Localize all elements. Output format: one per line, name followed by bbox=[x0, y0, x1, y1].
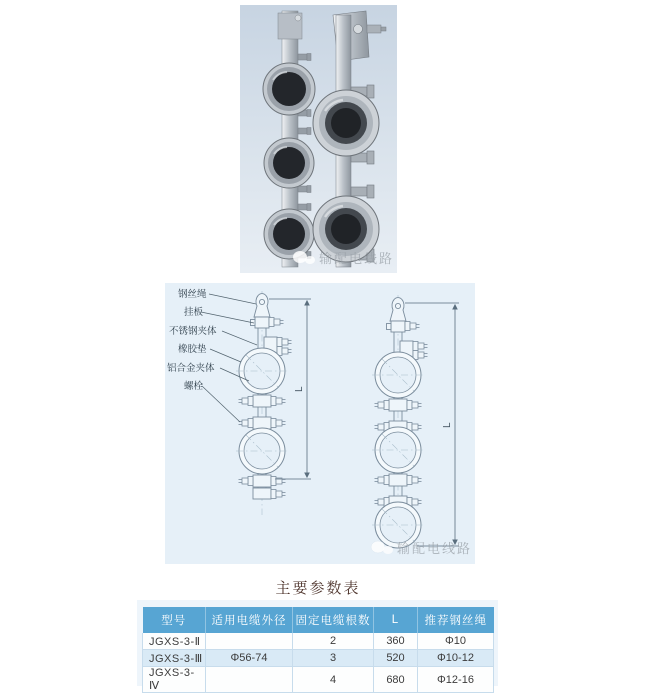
cell-length: 360 bbox=[374, 633, 418, 650]
part-label-bolt: 螺栓 bbox=[184, 381, 204, 392]
cell-diameter bbox=[206, 667, 293, 693]
hanging-plate bbox=[255, 317, 269, 328]
diagram-figure-double-clamp bbox=[236, 291, 311, 515]
cell-count: 3 bbox=[293, 650, 374, 667]
part-label-aluminum-clamp-body: 铝合金夹体 bbox=[167, 363, 215, 374]
part-label-rubber-pad: 橡胶垫 bbox=[178, 344, 207, 355]
technical-diagram bbox=[165, 283, 475, 564]
part-label-wire-rope: 钢丝绳 bbox=[178, 289, 207, 300]
diagram-image bbox=[165, 283, 475, 564]
header-cable-outer-diameter: 适用电缆外径 bbox=[206, 607, 293, 633]
header-recommended-wire-rope: 推荐钢丝绳 bbox=[418, 607, 494, 633]
product-photo bbox=[240, 5, 397, 273]
watermark-logo-icon bbox=[371, 541, 385, 553]
header-model: 型号 bbox=[143, 607, 206, 633]
product-photo-image bbox=[240, 5, 397, 273]
cell-rope: Φ10 bbox=[418, 633, 494, 650]
table-header-row bbox=[143, 607, 494, 633]
cell-count: 2 bbox=[293, 633, 374, 650]
header-cable-count: 固定电缆根数 bbox=[293, 607, 374, 633]
cell-length: 520 bbox=[374, 650, 418, 667]
header-length: L bbox=[374, 607, 418, 633]
hook-shackle bbox=[390, 298, 406, 321]
watermark-text: 输配电线路 bbox=[319, 251, 395, 266]
part-label-hanging-plate: 挂板 bbox=[184, 307, 204, 318]
table-row bbox=[143, 667, 494, 693]
cell-diameter bbox=[206, 633, 293, 650]
part-label-stainless-clamp-body: 不锈钢夹体 bbox=[169, 326, 217, 337]
cell-count: 4 bbox=[293, 667, 374, 693]
table-row bbox=[143, 633, 494, 650]
cell-model: JGXS-3-Ⅳ bbox=[143, 667, 206, 693]
dimension-label: L bbox=[294, 386, 305, 392]
diagram-figure-triple-clamp bbox=[372, 295, 459, 555]
cell-length: 680 bbox=[374, 667, 418, 693]
params-table bbox=[142, 607, 494, 693]
clamp-ring bbox=[372, 427, 424, 473]
hook-shackle bbox=[254, 294, 270, 317]
left-clamp-rings bbox=[263, 63, 315, 259]
watermark-logo-icon bbox=[293, 251, 307, 263]
params-table-panel bbox=[137, 600, 498, 692]
clamp-ring bbox=[236, 428, 288, 474]
watermark-text: 输配电线路 bbox=[397, 541, 473, 556]
cell-rope: Φ12-16 bbox=[418, 667, 494, 693]
cell-rope: Φ10-12 bbox=[418, 650, 494, 667]
table-title: 主要参数表 bbox=[275, 580, 361, 597]
hanging-plate bbox=[391, 321, 405, 332]
cell-diameter: Φ56-74 bbox=[206, 650, 293, 667]
table-row bbox=[143, 650, 494, 667]
dimension-label: L bbox=[442, 422, 453, 428]
cell-model: JGXS-3-Ⅲ bbox=[143, 650, 206, 667]
cell-model: JGXS-3-Ⅱ bbox=[143, 633, 206, 650]
